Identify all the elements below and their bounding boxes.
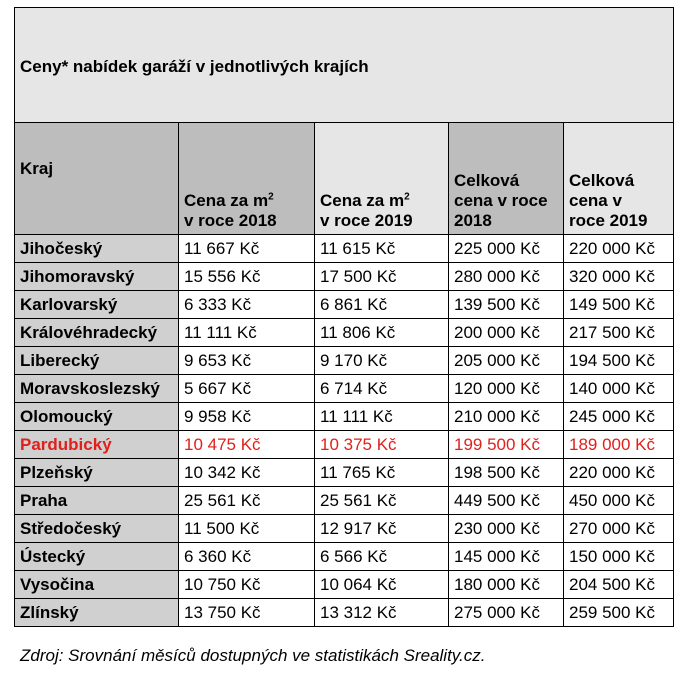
total-2019-cell: 149 500 Kč: [564, 291, 674, 319]
header-text: cena v: [569, 191, 622, 210]
table-row: [15, 543, 674, 571]
header-kraj: Kraj: [15, 123, 179, 235]
total-2018-cell: 198 500 Kč: [449, 459, 564, 487]
price-m2-2018-cell: 11 500 Kč: [179, 515, 315, 543]
table-body: [15, 235, 674, 627]
table-row: [15, 319, 674, 347]
region-cell: Pardubický: [15, 431, 179, 459]
header-celkova-2018: [449, 123, 564, 235]
header-text: v roce 2019: [320, 211, 413, 230]
total-2019-cell: 217 500 Kč: [564, 319, 674, 347]
price-m2-2019-cell: 6 714 Kč: [315, 375, 449, 403]
price-m2-2018-cell: 9 653 Kč: [179, 347, 315, 375]
price-m2-2018-cell: 25 561 Kč: [179, 487, 315, 515]
table-row: [15, 403, 674, 431]
table-row: [15, 263, 674, 291]
price-table: [14, 7, 674, 627]
price-m2-2019-cell: 6 566 Kč: [315, 543, 449, 571]
table-row: [15, 459, 674, 487]
region-cell: Vysočina: [15, 571, 179, 599]
table-row: [15, 347, 674, 375]
price-m2-2018-cell: 15 556 Kč: [179, 263, 315, 291]
total-2018-cell: 205 000 Kč: [449, 347, 564, 375]
region-cell: Karlovarský: [15, 291, 179, 319]
price-m2-2019-cell: 11 615 Kč: [315, 235, 449, 263]
price-m2-2019-cell: 9 170 Kč: [315, 347, 449, 375]
total-2019-cell: 320 000 Kč: [564, 263, 674, 291]
table-row: [15, 235, 674, 263]
header-row: [15, 123, 674, 235]
region-cell: Praha: [15, 487, 179, 515]
price-m2-2019-cell: 10 064 Kč: [315, 571, 449, 599]
total-2019-cell: 220 000 Kč: [564, 235, 674, 263]
price-m2-2019-cell: 11 765 Kč: [315, 459, 449, 487]
total-2018-cell: 280 000 Kč: [449, 263, 564, 291]
price-m2-2019-cell: 17 500 Kč: [315, 263, 449, 291]
region-cell: Liberecký: [15, 347, 179, 375]
price-m2-2018-cell: 13 750 Kč: [179, 599, 315, 627]
total-2019-cell: 204 500 Kč: [564, 571, 674, 599]
region-cell: Jihomoravský: [15, 263, 179, 291]
total-2018-cell: 199 500 Kč: [449, 431, 564, 459]
header-text: cena v roce: [454, 191, 548, 210]
table-row: [15, 599, 674, 627]
price-m2-2019-cell: 11 806 Kč: [315, 319, 449, 347]
price-m2-2019-cell: 11 111 Kč: [315, 403, 449, 431]
header-text: Cena za $m^2$: [184, 191, 274, 210]
price-m2-2019-cell: 25 561 Kč: [315, 487, 449, 515]
total-2019-cell: 194 500 Kč: [564, 347, 674, 375]
table-row: [15, 375, 674, 403]
price-m2-2018-cell: 9 958 Kč: [179, 403, 315, 431]
total-2019-cell: 259 500 Kč: [564, 599, 674, 627]
table-row: [15, 515, 674, 543]
total-2018-cell: 180 000 Kč: [449, 571, 564, 599]
table-title: Ceny* nabídek garáží v jednotlivých krajích: [15, 8, 674, 123]
total-2018-cell: 230 000 Kč: [449, 515, 564, 543]
region-cell: Plzeňský: [15, 459, 179, 487]
price-m2-2018-cell: 10 750 Kč: [179, 571, 315, 599]
total-2019-cell: 270 000 Kč: [564, 515, 674, 543]
price-m2-2019-cell: 12 917 Kč: [315, 515, 449, 543]
region-cell: Zlínský: [15, 599, 179, 627]
total-2018-cell: 120 000 Kč: [449, 375, 564, 403]
region-cell: Královéhradecký: [15, 319, 179, 347]
price-m2-2018-cell: 11 111 Kč: [179, 319, 315, 347]
total-2019-cell: 189 000 Kč: [564, 431, 674, 459]
region-cell: Středočeský: [15, 515, 179, 543]
header-text: 2018: [454, 211, 492, 230]
header-text: Celková: [569, 171, 635, 190]
price-m2-2018-cell: 10 342 Kč: [179, 459, 315, 487]
total-2019-cell: 150 000 Kč: [564, 543, 674, 571]
total-2018-cell: 225 000 Kč: [449, 235, 564, 263]
header-text: Celková: [454, 171, 520, 190]
price-m2-2018-cell: 11 667 Kč: [179, 235, 315, 263]
price-m2-2018-cell: 10 475 Kč: [179, 431, 315, 459]
total-2018-cell: 145 000 Kč: [449, 543, 564, 571]
header-text: roce 2019: [569, 211, 648, 230]
total-2018-cell: 449 500 Kč: [449, 487, 564, 515]
source-note: Zdroj: Srovnání měsíců dostupných ve statistikách Sreality.cz.: [20, 646, 486, 665]
total-2019-cell: 450 000 Kč: [564, 487, 674, 515]
table-row: [15, 571, 674, 599]
price-m2-2018-cell: 6 333 Kč: [179, 291, 315, 319]
price-m2-2018-cell: 6 360 Kč: [179, 543, 315, 571]
price-m2-2018-cell: 5 667 Kč: [179, 375, 315, 403]
header-text: v roce 2018: [184, 211, 277, 230]
title-row: [15, 8, 674, 123]
header-celkova-2019: [564, 123, 674, 235]
total-2018-cell: 275 000 Kč: [449, 599, 564, 627]
total-2018-cell: 210 000 Kč: [449, 403, 564, 431]
total-2018-cell: 139 500 Kč: [449, 291, 564, 319]
total-2018-cell: 200 000 Kč: [449, 319, 564, 347]
table-row: [15, 431, 674, 459]
header-cena-m2-2018: [179, 123, 315, 235]
region-cell: Olomoucký: [15, 403, 179, 431]
region-cell: Moravskoslezský: [15, 375, 179, 403]
price-m2-2019-cell: 10 375 Kč: [315, 431, 449, 459]
total-2019-cell: 220 000 Kč: [564, 459, 674, 487]
header-text: Cena za $m^2$: [320, 191, 410, 210]
price-m2-2019-cell: 6 861 Kč: [315, 291, 449, 319]
total-2019-cell: 245 000 Kč: [564, 403, 674, 431]
header-cena-m2-2019: [315, 123, 449, 235]
price-m2-2019-cell: 13 312 Kč: [315, 599, 449, 627]
region-cell: Ústecký: [15, 543, 179, 571]
table-row: [15, 291, 674, 319]
total-2019-cell: 140 000 Kč: [564, 375, 674, 403]
region-cell: Jihočeský: [15, 235, 179, 263]
table-row: [15, 487, 674, 515]
